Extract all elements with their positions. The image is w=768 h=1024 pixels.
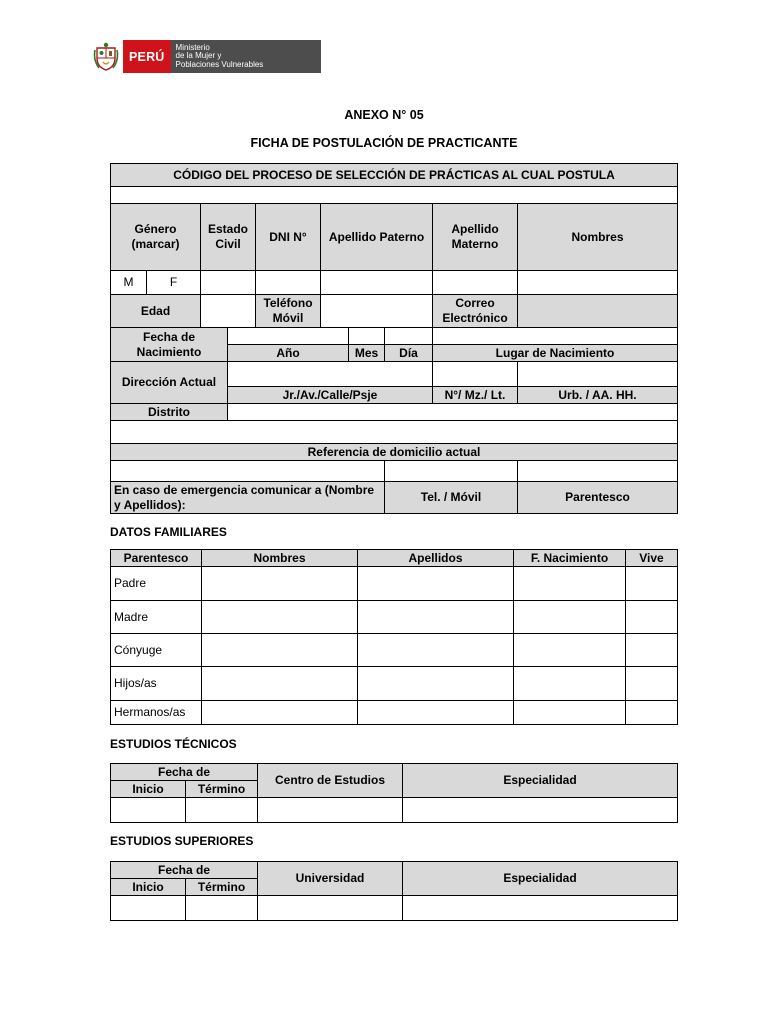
family-cell[interactable] (626, 601, 678, 634)
apellido-paterno-field[interactable] (321, 271, 433, 295)
family-header-vive: Vive (626, 550, 678, 567)
family-header-nombres: Nombres (202, 550, 358, 567)
family-cell[interactable] (514, 567, 626, 601)
superiores-inicio-label: Inicio (111, 879, 186, 896)
distrito-field[interactable] (228, 404, 678, 421)
family-row-label: Madre (111, 601, 202, 634)
family-cell[interactable] (202, 667, 358, 701)
lugar-nacimiento-label: Lugar de Nacimiento (433, 345, 678, 362)
peru-coat-of-arms-icon (92, 40, 120, 73)
family-cell[interactable] (626, 701, 678, 725)
tecnicos-especialidad-field[interactable] (403, 798, 678, 823)
family-cell[interactable] (626, 634, 678, 667)
dni-label: DNI N° (256, 204, 321, 271)
family-header-apellidos: Apellidos (358, 550, 514, 567)
family-cell[interactable] (202, 701, 358, 725)
superiores-universidad-label: Universidad (258, 862, 403, 896)
direccion-calle-field[interactable] (228, 362, 433, 387)
nombres-field[interactable] (518, 271, 678, 295)
family-header-parentesco: Parentesco (111, 550, 202, 567)
edad-field[interactable] (201, 295, 256, 328)
tecnicos-inicio-field[interactable] (111, 798, 186, 823)
superiores-inicio-field[interactable] (111, 896, 186, 921)
process-code-header: CÓDIGO DEL PROCESO DE SELECCIÓN DE PRÁCTICAS AL CUAL POSTULA (111, 164, 678, 187)
process-code-field[interactable] (111, 187, 678, 204)
direccion-urb-field[interactable] (518, 362, 678, 387)
applicant-data-table (110, 163, 678, 514)
family-cell[interactable] (626, 567, 678, 601)
apellido-materno-label: Apellido Materno (433, 204, 518, 271)
correo-field[interactable] (518, 295, 678, 328)
family-cell[interactable] (626, 667, 678, 701)
fecha-nacimiento-label: Fecha de Nacimiento (111, 328, 228, 362)
direccion-numero-field[interactable] (433, 362, 518, 387)
correo-label: Correo Electrónico (433, 295, 518, 328)
technical-studies-table (110, 763, 678, 823)
dia-label: Día (385, 345, 433, 362)
family-row-label: Padre (111, 567, 202, 601)
edad-label: Edad (111, 295, 201, 328)
parentesco-label: Parentesco (518, 482, 678, 514)
apellido-paterno-label: Apellido Paterno (321, 204, 433, 271)
mes-label: Mes (349, 345, 385, 362)
superiores-termino-label: Término (186, 879, 258, 896)
tecnicos-centro-label: Centro de Estudios (258, 764, 403, 798)
dni-field[interactable] (256, 271, 321, 295)
jr-av-calle-label: Jr./Av./Calle/Psje (228, 387, 433, 404)
family-cell[interactable] (514, 701, 626, 725)
superiores-especialidad-label: Especialidad (403, 862, 678, 896)
family-cell[interactable] (202, 601, 358, 634)
annex-title: ANEXO N° 05 (344, 108, 424, 122)
emergencia-telefono-field[interactable] (385, 461, 518, 482)
genero-m-option[interactable]: M (111, 271, 147, 295)
anio-label: Año (228, 345, 349, 362)
mes-field[interactable] (349, 328, 385, 345)
tecnicos-termino-label: Término (186, 781, 258, 798)
emergencia-parentesco-field[interactable] (518, 461, 678, 482)
family-cell[interactable] (514, 667, 626, 701)
family-cell[interactable] (358, 701, 514, 725)
referencia-label: Referencia de domicilio actual (111, 444, 678, 461)
genero-f-option[interactable]: F (147, 271, 201, 295)
family-cell[interactable] (358, 601, 514, 634)
estado-civil-label: Estado Civil (201, 204, 256, 271)
estado-civil-field[interactable] (201, 271, 256, 295)
table-row (111, 634, 678, 667)
emergencia-label: En caso de emergencia comunicar a (Nombre y Apellidos): (111, 482, 385, 514)
telefono-label: Teléfono Móvil (256, 295, 321, 328)
anio-field[interactable] (228, 328, 349, 345)
family-cell[interactable] (202, 634, 358, 667)
estudios-superiores-title: ESTUDIOS SUPERIORES (110, 834, 254, 848)
apellido-materno-field[interactable] (433, 271, 518, 295)
tecnicos-inicio-label: Inicio (111, 781, 186, 798)
blank-row[interactable] (111, 421, 678, 444)
numero-mz-lt-label: N°/ Mz./ Lt. (433, 387, 518, 404)
peru-wordmark: PERÚ (123, 40, 171, 73)
urb-aahh-label: Urb. / AA. HH. (518, 387, 678, 404)
family-row-label: Hijos/as (111, 667, 202, 701)
nombres-label: Nombres (518, 204, 678, 271)
table-row (111, 567, 678, 601)
form-title: FICHA DE POSTULACIÓN DE PRACTICANTE (250, 136, 518, 150)
ministry-name: Ministerio de la Mujer y Poblaciones Vulnerables (171, 40, 321, 73)
tecnicos-termino-field[interactable] (186, 798, 258, 823)
emergencia-nombre-field[interactable] (111, 461, 385, 482)
family-cell[interactable] (514, 601, 626, 634)
family-cell[interactable] (358, 634, 514, 667)
family-cell[interactable] (358, 667, 514, 701)
telefono-field[interactable] (321, 295, 433, 328)
direccion-label: Dirección Actual (111, 362, 228, 404)
dia-field[interactable] (385, 328, 433, 345)
table-row (111, 667, 678, 701)
superiores-termino-field[interactable] (186, 896, 258, 921)
tecnicos-fecha-de-label: Fecha de (111, 764, 258, 781)
superiores-universidad-field[interactable] (258, 896, 403, 921)
tel-movil-label: Tel. / Móvil (385, 482, 518, 514)
tecnicos-centro-field[interactable] (258, 798, 403, 823)
table-row (111, 601, 678, 634)
genero-label: Género (marcar) (111, 204, 201, 271)
family-cell[interactable] (202, 567, 358, 601)
family-cell[interactable] (514, 634, 626, 667)
datos-familiares-title: DATOS FAMILIARES (110, 525, 227, 539)
family-row-label: Hermanos/as (111, 701, 202, 725)
higher-studies-table (110, 861, 678, 921)
tecnicos-especialidad-label: Especialidad (403, 764, 678, 798)
table-row (111, 701, 678, 725)
superiores-especialidad-field[interactable] (403, 896, 678, 921)
superiores-fecha-de-label: Fecha de (111, 862, 258, 879)
family-header-nacimiento: F. Nacimiento (514, 550, 626, 567)
family-row-label: Cónyuge (111, 634, 202, 667)
estudios-tecnicos-title: ESTUDIOS TÉCNICOS (110, 737, 237, 751)
ministry-logo (92, 40, 321, 73)
family-cell[interactable] (358, 567, 514, 601)
lugar-nacimiento-field[interactable] (433, 328, 678, 345)
distrito-label: Distrito (111, 404, 228, 421)
family-table (110, 549, 678, 725)
